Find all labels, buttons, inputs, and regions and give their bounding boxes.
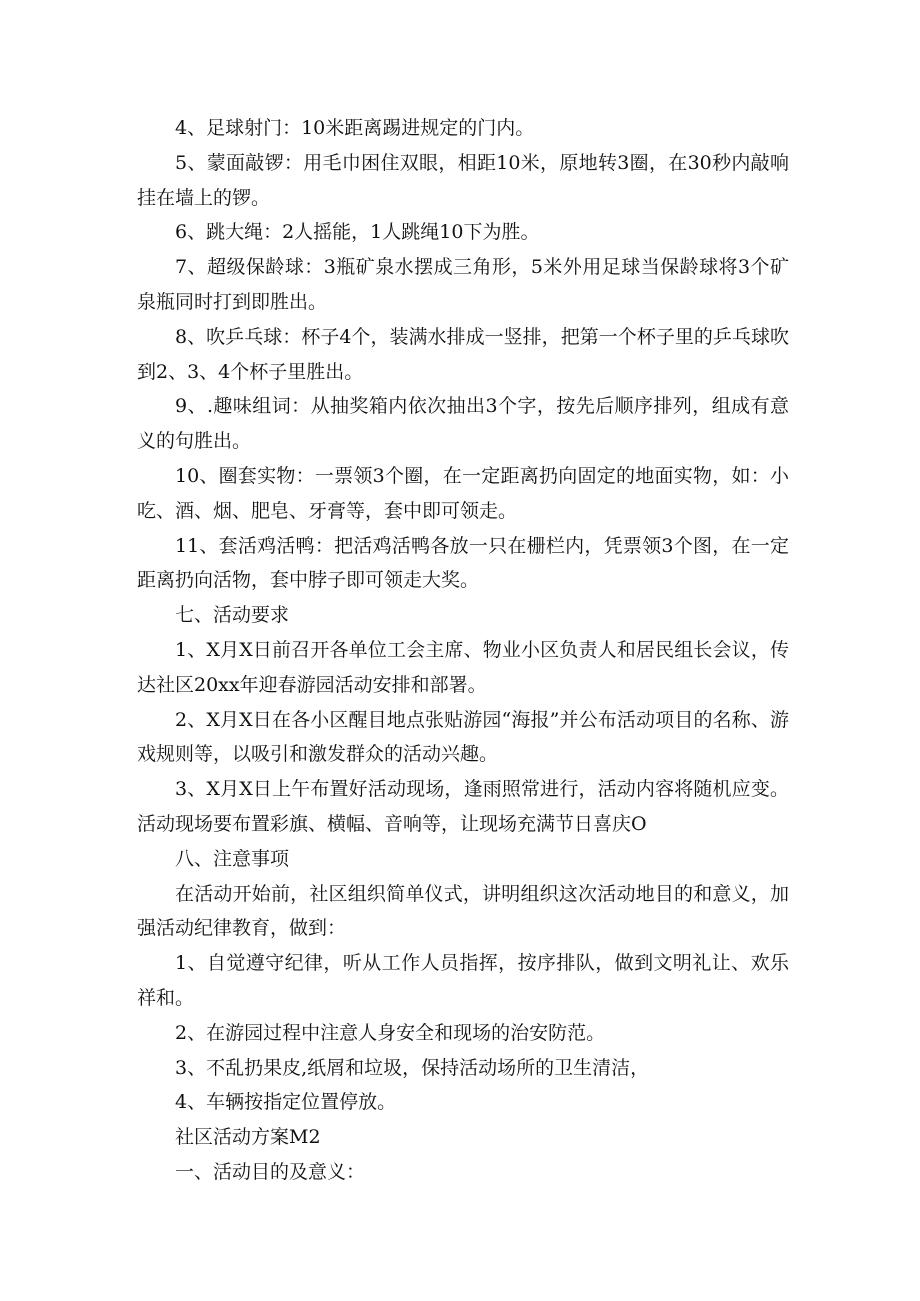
requirement-item-3: 3、X月X日上午布置好活动现场，逢雨照常进行，活动内容将随机应变。活动现场要布置彩旗、横幅、音响等，让现场充满节日喜庆O <box>137 778 789 835</box>
note-item-1: 1、自觉遵守纪律，听从工作人员指挥，按序排队，做到文明礼让、欢乐祥和。 <box>137 952 789 1009</box>
plan-title: 社区活动方案M2 <box>175 1126 321 1149</box>
requirement-item-1: 1、X月X日前召开各单位工会主席、物业小区负责人和居民组长会议，传达社区20xx年迎春游园活动安排和部署。 <box>137 638 789 696</box>
paragraph-item-9: 9、.趣味组词：从抽奖箱内依次抽出3个字，按先后顺序排列，组成有意义的句胜出。 <box>137 395 789 453</box>
section-heading-purpose: 一、活动目的及意义： <box>175 1160 366 1183</box>
paragraph-item-5: 5、蒙面敲锣：用毛巾困住双眼，相距10米，原地转3圈，在30秒内敲响挂在墙上的锣。 <box>137 151 789 209</box>
notes-intro: 在活动开始前，社区组织简单仪式，讲明组织这次活动地目的和意义，加强活动纪律教育，做到： <box>137 882 789 940</box>
requirement-item-2: 2、X月X日在各小区醒目地点张贴游园“海报”并公布活动项目的名称、游戏规则等，以吸引和激发群众的活动兴趣。 <box>137 708 789 766</box>
section-heading-notes: 八、注意事项 <box>175 847 290 870</box>
paragraph-item-4: 4、足球射门：10米距离踢进规定的门内。 <box>175 117 535 139</box>
document-body <box>137 111 789 1190</box>
paragraph-item-11: 11、套活鸡活鸭：把活鸡活鸭各放一只在栅栏内，凭票领3个图，在一定距离扔向活物，套中脖子即可领走大奖。 <box>137 534 789 592</box>
paragraph-item-10: 10、圈套实物：一票领3个圈，在一定距离扔向固定的地面实物，如：小吃、酒、烟、肥皂、牙膏等，套中即可领走。 <box>137 464 789 522</box>
note-item-4: 4、车辆按指定位置停放。 <box>175 1091 397 1114</box>
section-heading-requirements: 七、活动要求 <box>175 604 290 627</box>
paragraph-item-8: 8、吹乒乓球：杯子4个，装满水排成一竖排，把第一个杯子里的乒乓球吹到2、3、4个杯子里胜出。 <box>137 325 789 383</box>
note-item-2: 2、在游园过程中注意人身安全和现场的治安防范。 <box>175 1021 606 1044</box>
paragraph-item-6: 6、跳大绳：2人摇能，1人跳绳10下为胜。 <box>175 221 540 244</box>
paragraph-item-7: 7、超级保龄球：3瓶矿泉水摆成三角形，5米外用足球当保龄球将3个矿泉瓶同时打到即胜出。 <box>137 256 789 313</box>
note-item-3: 3、不乱扔果皮,纸屑和垃圾，保持活动场所的卫生清洁， <box>175 1056 650 1079</box>
